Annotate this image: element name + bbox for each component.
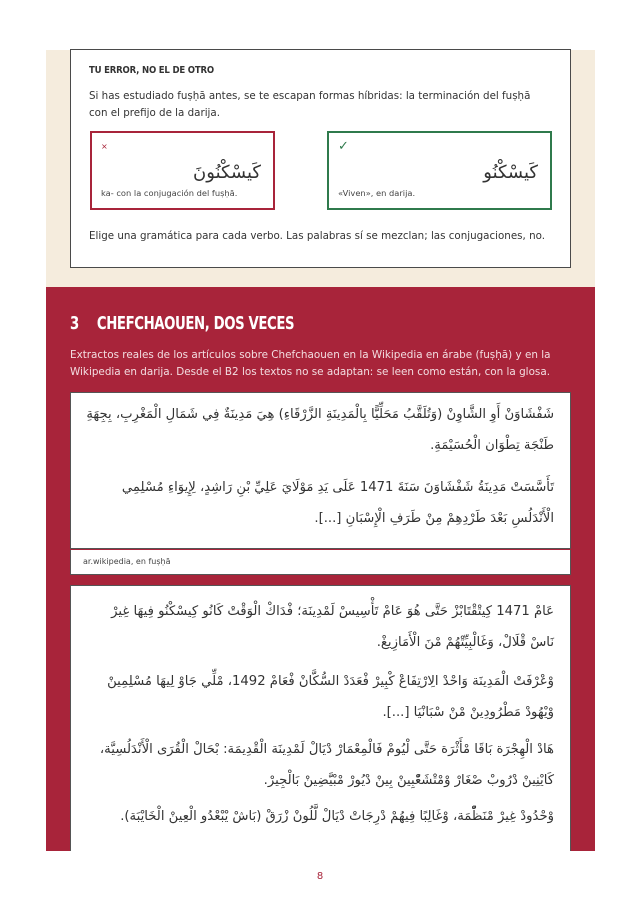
tip-outro: Elige una gramática para cada verbo. Las palabras sí se mezclan; las conjugaciones, no. xyxy=(89,230,545,242)
wrong-form-word: كَيسْكْنُونَ xyxy=(193,162,261,183)
page-number: 8 xyxy=(316,871,324,882)
darija-excerpt xyxy=(70,585,571,851)
tip-box xyxy=(70,49,571,268)
right-form-word: كَيسْكْنُو xyxy=(483,162,538,183)
fusha-source-tag xyxy=(70,550,571,575)
section-intro: Extractos reales de los artículos sobre Chefchaouen en la Wikipedia en árabe (fuṣḥā) y en la Wikipedia en darija. Desde el B2 los textos no se adaptan: se leen como están, con la glosa. xyxy=(70,349,551,378)
wrong-form-caption: ka- con la conjugación del fuṣḥā. xyxy=(101,188,238,198)
cross-icon: × xyxy=(101,142,108,151)
right-form-caption: «Viven», en darija. xyxy=(338,188,416,198)
section-number: 3 xyxy=(70,313,79,334)
fusha-excerpt xyxy=(70,392,571,549)
tip-title: TU ERROR, NO EL DE OTRO xyxy=(89,65,214,76)
darija-paragraph: هَادْ الْهِجْرَة بَاقَا مْأَثْرَة حَتَّى لْيُومْ فَالْمِعْمَارْ دْيَالْ لَمْدِينَة الْقْدِيمَة: بْحَالْ الْقُرَى الْأَنْدَلُسِيَّة، كَايْنِينْ دْرُوبْ صْغَارْ وْمْتْشَعّْبِينْ بِينْ دْيُورْ مْبْيَّضِينْ بَالْجِيرْ. xyxy=(99,742,554,788)
fusha-source-label: ar.wikipedia, en fuṣḥā xyxy=(83,557,171,566)
check-icon: ✓ xyxy=(338,139,349,154)
section-heading xyxy=(70,313,294,334)
section-title: CHEFCHAOUEN, DOS VECES xyxy=(96,313,295,334)
fusha-paragraph: تَأَسَّسَتْ مَدِينَةُ شَفْشَاوَنَ سَنَةَ 1471 عَلَى يَدِ مَوْلَايَ عَلِيِّ بْنِ رَاشِدٍ، لِإِيوَاءِ مُسْلِمِي الْأَنْدَلُسِ بَعْدَ طَرْدِهِمْ مِنْ طَرَفِ الْإِسْبَانِ [...]. xyxy=(121,480,554,526)
right-form-card xyxy=(327,131,552,210)
darija-paragraph: وْعْرْفَتْ الْمَدِينَة وَاحْدْ الِارْتِفَاعْ كْبِيرْ فْعَدَدْ السُّكَّانْ فْعَامْ 1492، مْلِّي جَاوْ لِيهَا مُسْلِمِينْ وْيْهُودْ مَطْرُودِينْ مْنْ سْبَانْيَا [...]. xyxy=(107,674,554,720)
wrong-form-card xyxy=(90,131,275,210)
tip-intro: Si has estudiado fuṣḥā antes, se te escapan formas híbridas: la terminación del fuṣḥā con el prefijo de la darija. xyxy=(89,90,531,119)
darija-paragraph: عَامْ 1471 كِيتْقْتَابْزْ حَتَّى هُوَ عَامْ تَأْسِيسْ لَمْدِينَة؛ فْدَاكْ الْوَقْتْ كَانُو كِيسْكْنُو فِيهَا غِيرْ نَاسْ قْلَالْ، وَغَالْبِيِّتْهُمْ مْنَ الْأَمَازِيغْ. xyxy=(111,604,554,650)
darija-paragraph: وْحْدُودْ غِيرْ مْنَظّْمَة، وْغَالِبًا فِيهُمْ دْرِجَاتْ دْيَالْ لَّلُونْ زْرَقْ (بَاشْ يْبْعْدُو الْعِينْ الْخَايْبَة). xyxy=(120,809,554,824)
fusha-paragraph: شَفْشَاوَنْ أَوِ الشَّاوِنْ (وَتُلَقَّبُ مَحَلِّيًّا بِالْمَدِينَةِ الزَّرْقَاءِ) هِيَ مَدِينَةٌ فِي شَمَالِ الْمَغْرِبِ، بِجِهَةِ طَنْجَة تِطْوَان الْحُسَيْمَةِ. xyxy=(86,407,554,453)
